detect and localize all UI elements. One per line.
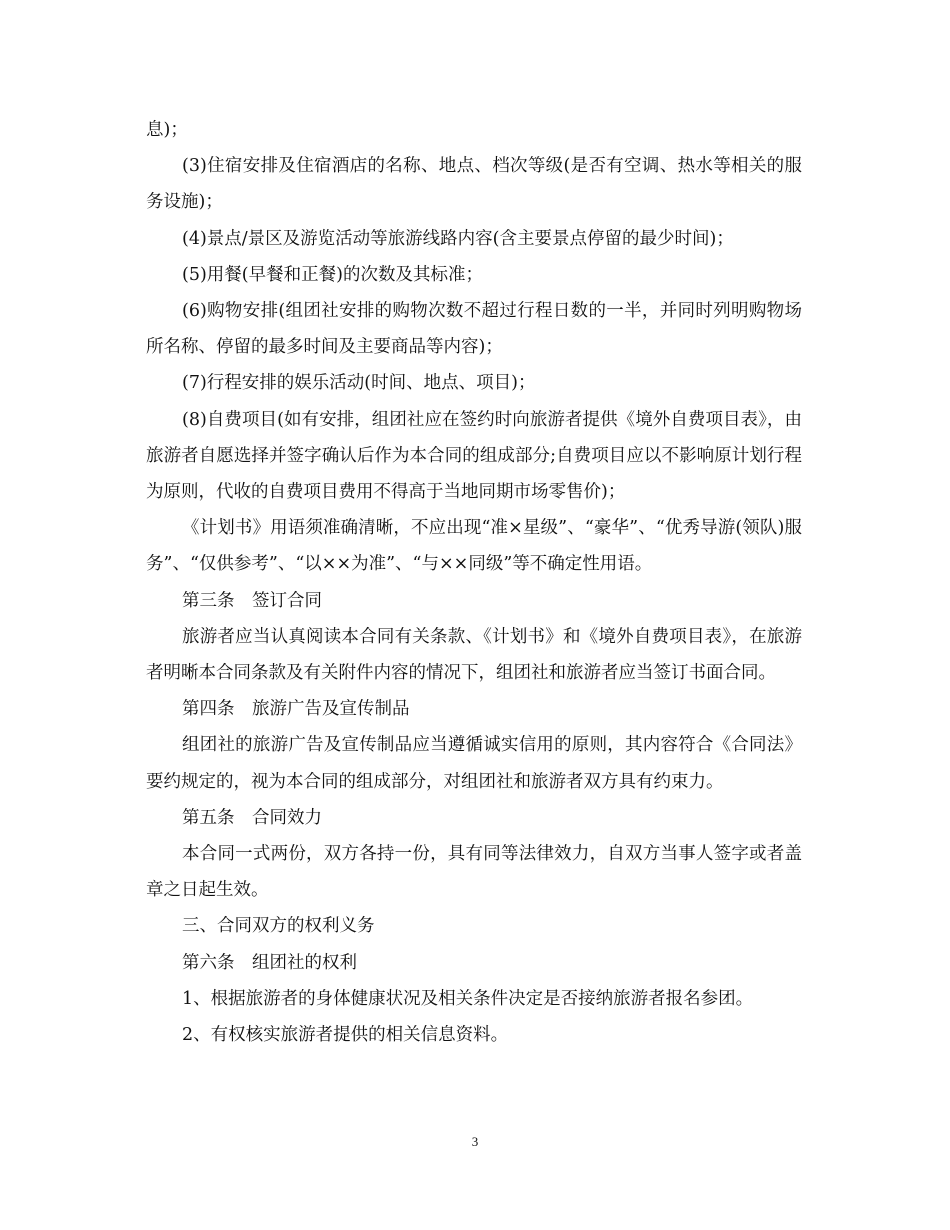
section-heading-article-4: 第四条 旅游广告及宣传制品 <box>182 699 410 720</box>
paragraph: (4)景点/景区及游览活动等旅游线路内容(含主要景点停留的最少时间)； <box>182 228 734 249</box>
paragraph: (3)住宿安排及住宿酒店的名称、地点、档次等级(是否有空调、热水等相关的服务设施)； <box>146 156 802 213</box>
paragraph: 息)； <box>146 120 188 140</box>
document-body <box>146 112 802 1053</box>
section-heading-article-3: 第三条 签订合同 <box>182 590 322 611</box>
section-heading-article-6: 第六条 组团社的权利 <box>182 952 357 973</box>
paragraph: 旅游者应当认真阅读本合同有关条款、《计划书》和《境外自费项目表》，在旅游者明晰本合同条款及有关附件内容的情况下，组团社和旅游者应当签订书面合同。 <box>146 626 802 684</box>
paragraph: (6)购物安排(组团社安排的购物次数不超过行程日数的一半，并同时列明购物场所名称、停留的最多时间及主要商品等内容)； <box>146 301 802 358</box>
section-heading-article-5: 第五条 合同效力 <box>182 807 322 828</box>
chapter-heading-rights-obligations: 三、合同双方的权利义务 <box>182 916 375 937</box>
paragraph: 《计划书》用语须准确清晰，不应出现“准×星级”、“豪华”、“优秀导游(领队)服务”、“仅供参考”、“以××为准”、“与××同级”等不确定性用语。 <box>146 518 802 575</box>
paragraph: (7)行程安排的娱乐活动(时间、地点、项目)； <box>182 373 536 394</box>
page-number: 3 <box>471 1134 479 1149</box>
paragraph: (8)自费项目(如有安排，组团社应在签约时向旅游者提供《境外自费项目表》，由旅游者自愿选择并签字确认后作为本合同的组成部分;自费项目应以不影响原计划行程为原则，代收的自费项目费用不得高于当地同期市场零售价)； <box>146 409 802 503</box>
paragraph: 2、有权核实旅游者提供的相关信息资料。 <box>182 1025 509 1046</box>
paragraph: 本合同一式两份，双方各持一份，具有同等法律效力，自双方当事人签字或者盖章之日起生效。 <box>146 844 802 901</box>
paragraph: 组团社的旅游广告及宣传制品应当遵循诚实信用的原则，其内容符合《合同法》要约规定的，视为本合同的组成部分，对组团社和旅游者双方具有约束力。 <box>146 735 802 792</box>
paragraph: (5)用餐(早餐和正餐)的次数及其标准； <box>182 264 483 285</box>
paragraph: 1、根据旅游者的身体健康状况及相关条件决定是否接纳旅游者报名参团。 <box>182 988 754 1009</box>
